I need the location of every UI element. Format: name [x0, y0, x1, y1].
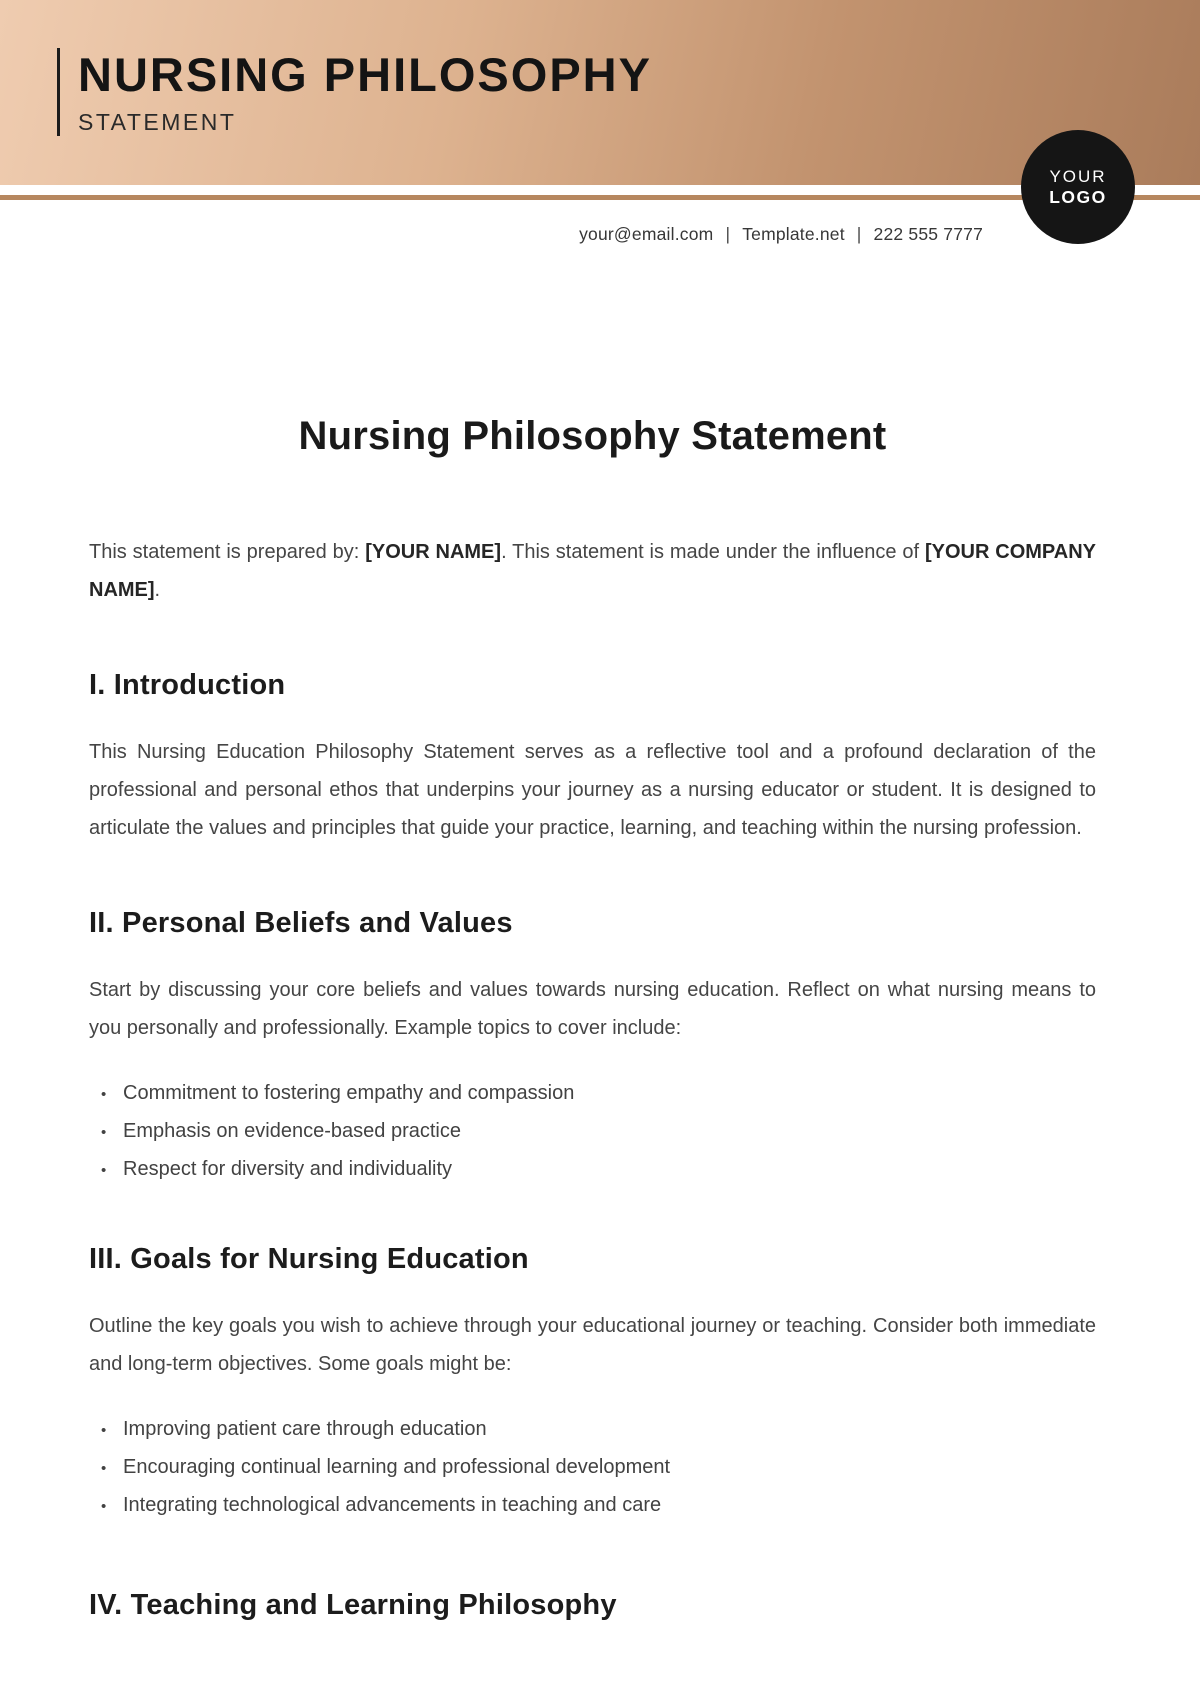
list-item [101, 1487, 1096, 1525]
document-title: Nursing Philosophy Statement [298, 414, 887, 458]
document-content [0, 411, 1200, 1623]
page-header [0, 0, 1200, 207]
header-band [0, 0, 1200, 185]
section-heading: I. Introduction [89, 669, 286, 701]
header-accent-bar [57, 48, 60, 136]
bullet-text: Integrating technological advancements in teaching and care [123, 1494, 662, 1516]
logo-text-logo: LOGO [1049, 187, 1107, 207]
list-item [101, 1411, 1096, 1449]
bullet-text: Commitment to fostering empathy and compassion [123, 1082, 575, 1104]
header-white-gap [0, 185, 1200, 195]
contact-email: your@email.com [579, 224, 714, 244]
section-goals [89, 1241, 1096, 1525]
bullet-icon: • [101, 1124, 107, 1141]
bullet-icon: • [101, 1086, 107, 1103]
your-name-placeholder: [YOUR NAME] [365, 541, 502, 563]
list-item [101, 1449, 1096, 1487]
section-introduction [89, 667, 1096, 847]
bullet-icon: • [101, 1498, 107, 1515]
bullet-text: Respect for diversity and individuality [123, 1158, 453, 1180]
bullet-text: Encouraging continual learning and professional development [123, 1456, 671, 1478]
company-name-placeholder: [YOUR COMPANY NAME] [89, 541, 1097, 601]
intro-text: This statement is prepared by: [89, 541, 366, 563]
list-item [101, 1151, 1096, 1189]
list-item [101, 1075, 1096, 1113]
bullet-icon: • [101, 1422, 107, 1439]
contact-separator: | [725, 224, 731, 244]
bullet-list [89, 1411, 1096, 1525]
intro-text: . [154, 579, 161, 601]
contact-info [0, 222, 1200, 246]
company-logo [1021, 130, 1135, 244]
bullet-icon: • [101, 1460, 107, 1477]
section-paragraph: This Nursing Education Philosophy Statement serves as a reflective tool and a profound declaration of the professional and personal ethos that underpins your journey as a nursing educator or student. It is designed to articulate the values and principles that guide your practice, learning, and teaching within the nursing profession. [89, 741, 1096, 839]
section-heading: IV. Teaching and Learning Philosophy [89, 1589, 617, 1621]
list-item [101, 1113, 1096, 1151]
bullet-icon: • [101, 1162, 107, 1179]
section-heading: II. Personal Beliefs and Values [89, 907, 513, 939]
contact-phone: 222 555 7777 [873, 224, 983, 244]
bullet-text: Emphasis on evidence-based practice [123, 1120, 461, 1142]
contact-website: Template.net [742, 224, 845, 244]
bullet-list [89, 1075, 1096, 1189]
intro-paragraph [89, 533, 1096, 609]
contact-separator: | [856, 224, 862, 244]
header-title: NURSING PHILOSOPHY [78, 48, 652, 101]
section-paragraph: Start by discussing your core beliefs and values towards nursing education. Reflect on what nursing means to you personally and professionally. Example topics to cover include: [89, 979, 1096, 1039]
section-heading: III. Goals for Nursing Education [89, 1243, 529, 1275]
logo-text-your: YOUR [1049, 167, 1107, 186]
section-personal-beliefs [89, 905, 1096, 1189]
section-teaching-philosophy [89, 1587, 1096, 1623]
intro-text: . This statement is made under the influence of [501, 541, 925, 563]
header-divider-line [0, 195, 1200, 200]
bullet-text: Improving patient care through education [123, 1418, 487, 1440]
header-subtitle: STATEMENT [78, 109, 237, 135]
section-paragraph: Outline the key goals you wish to achieve through your educational journey or teaching. Consider both immediate and long-term objectives. Some goals might be: [89, 1315, 1096, 1375]
header-title-block [57, 48, 652, 136]
